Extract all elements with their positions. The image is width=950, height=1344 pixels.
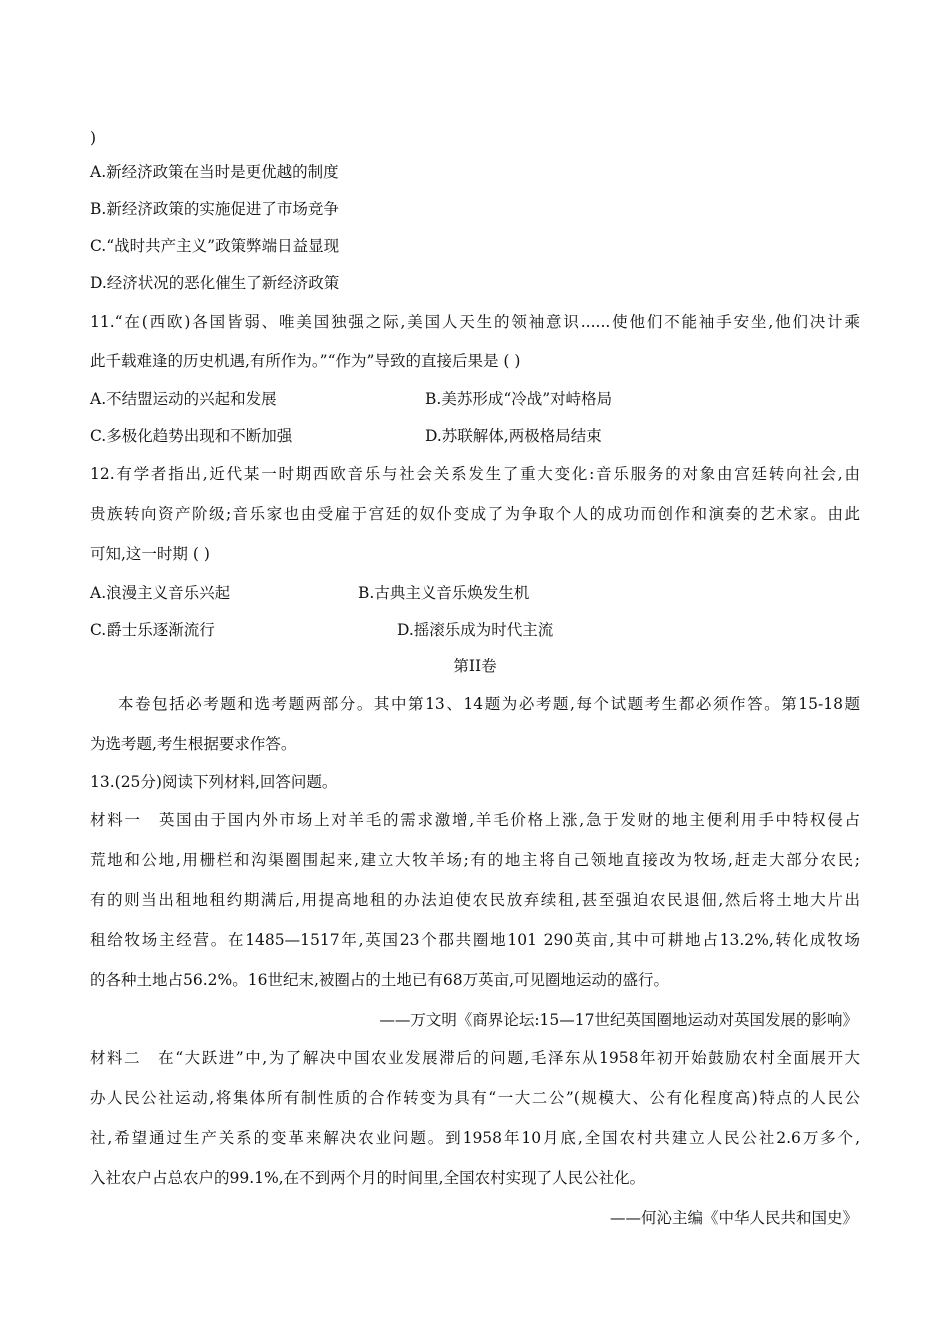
q13-source2: ——何沁主编《中华人民共和国史》 [609,1209,858,1227]
q12-option-d: D.摇滚乐成为时代主流 [397,621,554,639]
q10-option-d: D.经济状况的恶化催生了新经济政策 [90,274,340,292]
q13-material2-line3: 社,希望通过生产关系的变革来解决农业问题。到1958年10月底,全国农村共建立人民公社2.6万多个, [90,1129,860,1147]
q12-option-b: B.古典主义音乐焕发生机 [358,584,530,602]
q12-stem-line1: 12.有学者指出,近代某一时期西欧音乐与社会关系发生了重大变化:音乐服务的对象由宫廷转向社会,由 [90,465,860,483]
q11-option-d: D.苏联解体,两极格局结束 [425,427,602,445]
q13-material1-line1: 材料一 英国由于国内外市场上对羊毛的需求激增,羊毛价格上涨,急于发财的地主便利用手中特权侵占 [90,811,860,829]
q12-stem-line3: 可知,这一时期 ( ) [90,545,210,563]
q13-stem: 13.(25分)阅读下列材料,回答问题。 [90,773,338,791]
q11-stem-line2: 此千载难逢的历史机遇,有所作为。”“作为”导致的直接后果是 ( ) [90,352,521,370]
q10-option-a: A.新经济政策在当时是更优越的制度 [90,163,339,181]
q11-option-a: A.不结盟运动的兴起和发展 [90,390,277,408]
section2-intro-line2: 为选考题,考生根据要求作答。 [90,735,297,753]
q13-material1-line3: 有的则当出租地租约期满后,用提高地租的办法迫使农民放弃续租,甚至强迫农民退佃,然后将土地大片出 [90,891,860,909]
q13-material1-line4: 租给牧场主经营。在1485—1517年,英国23个郡共圈地101 290英亩,其中可耕地占13.2%,转化成牧场 [90,931,860,949]
q10-option-c: C.“战时共产主义”政策弊端日益显现 [90,237,340,255]
q13-material1-line5: 的各种土地占56.2%。16世纪末,被圈占的土地已有68万英亩,可见圈地运动的盛行。 [90,971,670,989]
section2-intro-line1: 本卷包括必考题和选考题两部分。其中第13、14题为必考题,每个试题考生都必须作答。第15-18题 [118,695,860,713]
q13-material2-line1: 材料二 在“大跃进”中,为了解决中国农业发展滞后的问题,毛泽东从1958年初开始鼓励农村全面展开大 [90,1049,860,1067]
q10-closing-paren: ) [90,129,97,147]
q12-option-a: A.浪漫主义音乐兴起 [90,584,231,602]
q13-material2-line2: 办人民公社运动,将集体所有制性质的合作转变为具有“一大二公”(规模大、公有化程度高)特点的人民公 [90,1089,860,1107]
section2-title: 第II卷 [453,657,497,675]
q12-option-c: C.爵士乐逐渐流行 [90,621,215,639]
q11-option-c: C.多极化趋势出现和不断加强 [90,427,293,445]
q12-stem-line2: 贵族转向资产阶级;音乐家也由受雇于宫廷的奴仆变成了为争取个人的成功而创作和演奏的艺术家。由此 [90,505,860,523]
q13-material1-line2: 荒地和公地,用栅栏和沟渠圈围起来,建立大牧羊场;有的地主将自己领地直接改为牧场,赶走大部分农民; [90,851,860,869]
q11-stem-line1: 11.“在(西欧)各国皆弱、唯美国独强之际,美国人天生的领袖意识......使他们不能袖手安坐,他们决计乘 [90,313,860,331]
q11-option-b: B.美苏形成“冷战”对峙格局 [425,390,613,408]
q13-material2-line4: 入社农户占总农户的99.1%,在不到两个月的时间里,全国农村实现了人民公社化。 [90,1169,646,1187]
q13-source1: ——万文明《商界论坛:15—17世纪英国圈地运动对英国发展的影响》 [379,1011,858,1029]
q10-option-b: B.新经济政策的实施促进了市场竞争 [90,200,339,218]
